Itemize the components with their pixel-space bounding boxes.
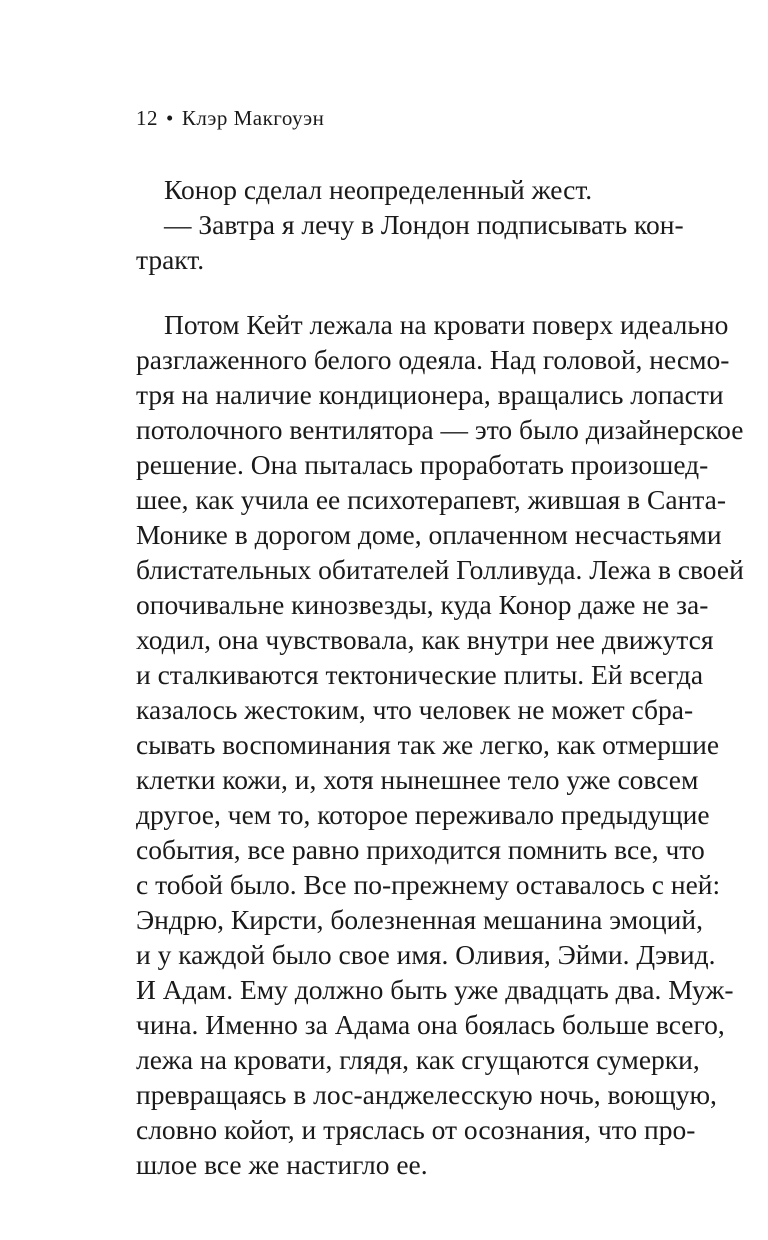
text-line: — Завтра я лечу в Лондон подписывать кон- [164, 209, 684, 240]
page-number: 12 [136, 106, 158, 130]
dialogue-paragraph [136, 172, 684, 277]
text-line: ходил, она чувствовала, как внутри нее движутся [136, 624, 714, 655]
text-line: шлое все же настигло ее. [136, 1149, 428, 1180]
text-line: другое, чем то, которое переживало предыдущие [136, 799, 710, 830]
body-paragraph [136, 307, 744, 1182]
text-line: тракт. [136, 244, 205, 275]
text-line: Конор сделал неопределенный жест. [164, 174, 593, 205]
text-line: И Адам. Ему должно быть уже двадцать два. Муж- [136, 974, 734, 1005]
text-line: Эндрю, Кирсти, болезненная мешанина эмоций, [136, 904, 703, 935]
text-line: шее, как учила ее психотерапевт, жившая в Санта- [136, 484, 727, 515]
text-line: словно койот, и тряслась от осознания, что про- [136, 1114, 696, 1145]
text-line: чина. Именно за Адама она боялась больше всего, [136, 1009, 725, 1040]
text-line: опочивальне кинозвезды, куда Конор даже не за- [136, 589, 709, 620]
text-line: разглаженного белого одеяла. Над головой, несмо- [136, 344, 730, 375]
text-line: решение. Она пыталась проработать произошед- [136, 449, 709, 480]
text-line: клетки кожи, и, хотя нынешнее тело уже совсем [136, 764, 699, 795]
text-line: блистательных обитателей Голливуда. Лежа в своей [136, 554, 744, 585]
text-line: Потом Кейт лежала на кровати поверх идеально [164, 309, 729, 340]
text-line: тря на наличие кондиционера, вращались лопасти [136, 379, 724, 410]
text-line: и у каждой было свое имя. Оливия, Эйми. Дэвид. [136, 939, 716, 970]
text-line: потолочного вентилятора — это было дизайнерское [136, 414, 744, 445]
text-line: сывать воспоминания так же легко, как отмершие [136, 729, 720, 760]
text-line: и сталкиваются тектонические плиты. Ей всегда [136, 659, 704, 690]
text-line: лежа на кровати, глядя, как сгущаются сумерки, [136, 1044, 700, 1075]
text-line: казалось жестоким, что человек не может сбра- [136, 694, 694, 725]
running-header [136, 106, 324, 131]
header-separator: • [166, 106, 174, 130]
text-line: Монике в дорогом доме, оплаченном несчастьями [136, 519, 722, 550]
text-line: с тобой было. Все по-прежнему оставалось с ней: [136, 869, 721, 900]
author-name: Клэр Макгоуэн [181, 106, 325, 130]
text-line: события, все равно приходится помнить все, что [136, 834, 705, 865]
text-line: превращаясь в лос-анджелесскую ночь, воющую, [136, 1079, 717, 1110]
